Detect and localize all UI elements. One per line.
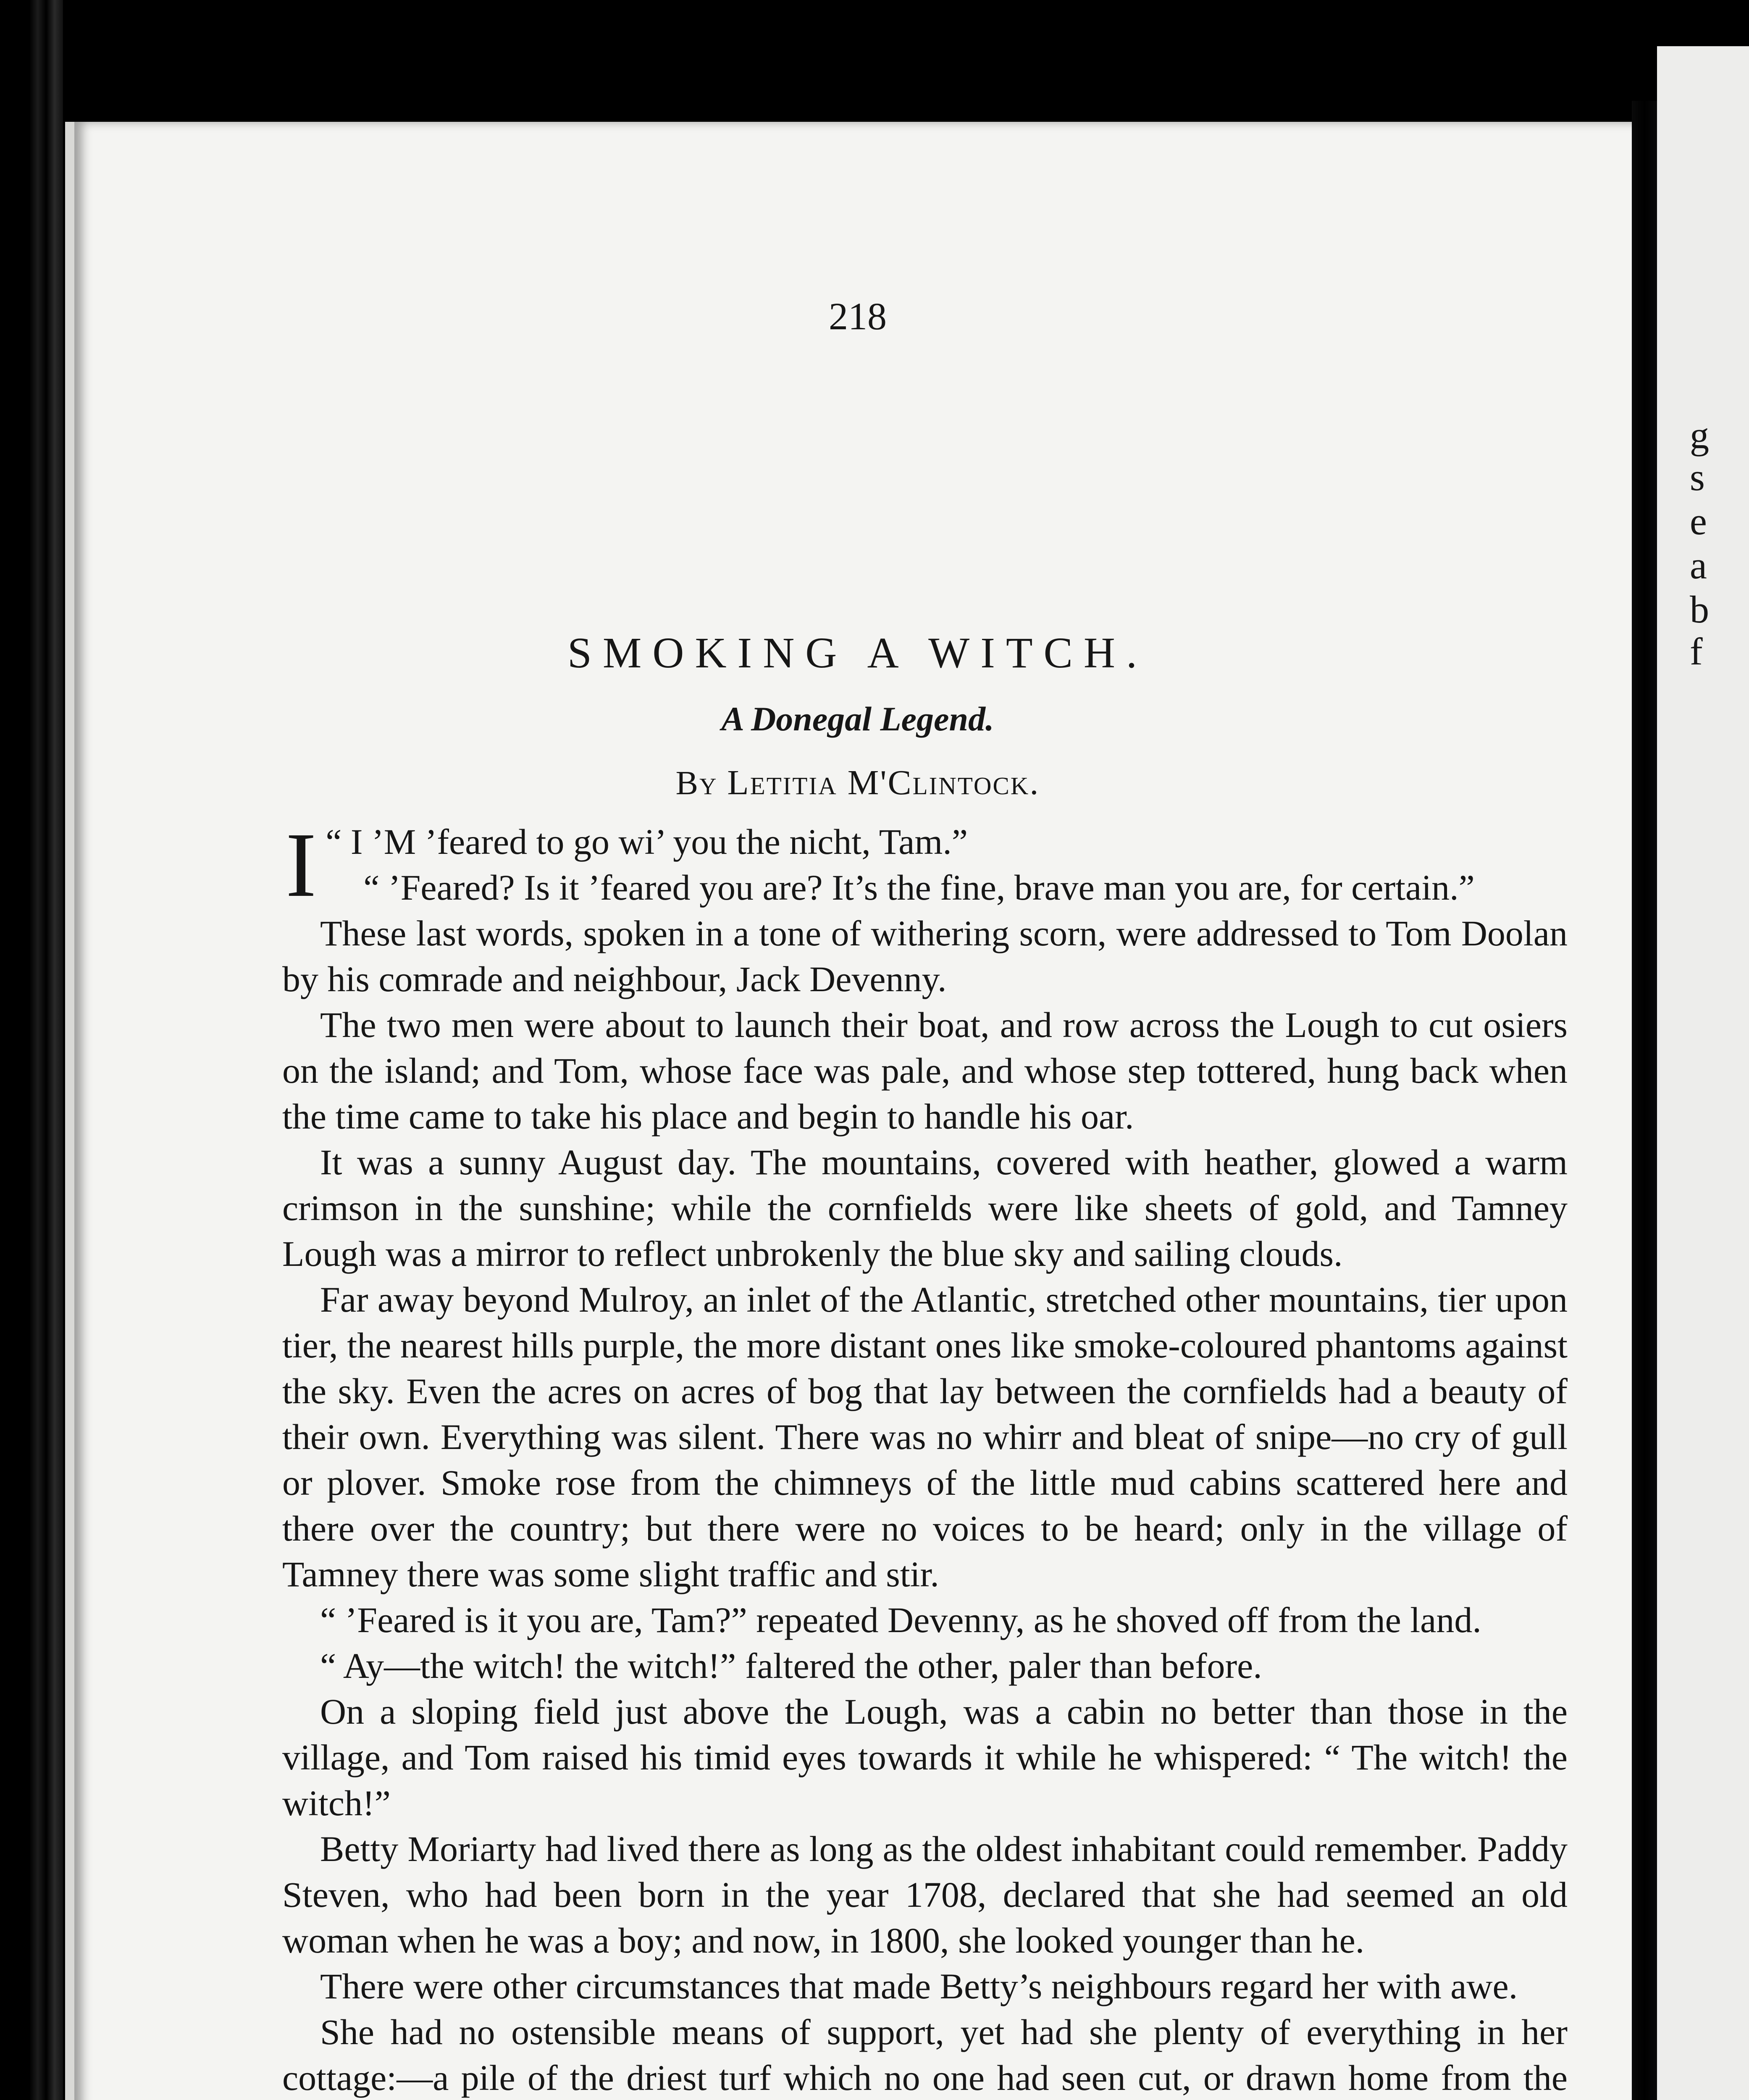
paragraph: The two men were about to launch their boat, and row across the Lough to cut osiers on the island; and Tom, whose face was pale, and whose step tottered, hung back when the time came to take his place and begin to handle his oar. — [282, 1005, 1568, 1137]
next-page-edge — [1657, 46, 1749, 2100]
story-title: SMOKING A WITCH. — [567, 629, 1148, 677]
next-page-fragment: e — [1690, 500, 1707, 543]
book-spine-left — [0, 0, 63, 2100]
paragraph-text: “ I ’M ’feared to go wi’ you the nicht, Tam.” — [326, 822, 968, 862]
paragraph: She had no ostensible means of support, yet had she plenty of everything in her cottage:—a pile of the driest turf which no one had seen cut, or drawn home from the — [282, 2012, 1568, 2098]
byline-prefix: By — [675, 765, 718, 802]
book-gutter — [1632, 101, 1657, 2100]
paragraph: It was a sunny August day. The mountains, covered with heather, glowed a warm crimson in the sunshine; while the cornfields were like sheets of gold, and Tamney Lough was a mirror to reflect unbrokenly the blue sky and sailing clouds. — [282, 1142, 1568, 1274]
byline — [74, 762, 1641, 803]
book-page — [65, 122, 1641, 2100]
paragraph: “ ’Feared is it you are, Tam?” repeated Devenny, as he shoved off from the land. — [320, 1600, 1481, 1640]
paragraph: Far away beyond Mulroy, an inlet of the Atlantic, stretched other mountains, tier upon tier, the nearest hills purple, the more distant ones like smoke-coloured phantoms against the sky. Even the acres on acres of bog that lay between the cornfields had a beauty of their own. Everything was silent. There was no whirr and bleat of snipe—no cry of gull or plover. Smoke rose from the chimneys of the little mud cabins scattered here and there over the country; but there were no voices to be heard; only in the village of Tamney there was some slight traffic and stir. — [282, 1279, 1568, 1594]
next-page-fragment: g — [1690, 414, 1709, 457]
paragraph: Betty Moriarty had lived there as long as the oldest inhabitant could remember. Paddy Steven, who had been born in the year 1708, declared that she had seemed an old woman when he was a boy; and now, in 1800, she looked younger than he. — [282, 1829, 1568, 1961]
next-page-fragment: a — [1690, 544, 1707, 587]
author-name: Letitia M'Clintock. — [727, 763, 1040, 802]
paragraph: These last words, spoken in a tone of withering scorn, were addressed to Tom Doolan by his comrade and neighbour, Jack Devenny. — [282, 913, 1568, 999]
paragraph: There were other circumstances that made Betty’s neighbours regard her with awe. — [320, 1966, 1518, 2006]
story-text — [282, 814, 1568, 2100]
paragraph: “ ’Feared? Is it ’feared you are? It’s the fine, brave man you are, for certain.” — [363, 867, 1475, 908]
story-subtitle: A Donegal Legend. — [721, 700, 994, 738]
next-page-fragment: b — [1690, 588, 1709, 631]
page-number: 218 — [829, 295, 887, 338]
paragraph: On a sloping field just above the Lough, was a cabin no better than those in the village, and Tom raised his timid eyes towards it while he whispered: “ The witch! the witch!” — [282, 1691, 1568, 1823]
paragraph: “ Ay—the witch! the witch!” faltered the other, paler than before. — [320, 1646, 1262, 1686]
next-page-fragment: f — [1690, 630, 1703, 673]
next-page-fragment: s — [1690, 456, 1705, 499]
drop-cap: I — [286, 814, 317, 916]
